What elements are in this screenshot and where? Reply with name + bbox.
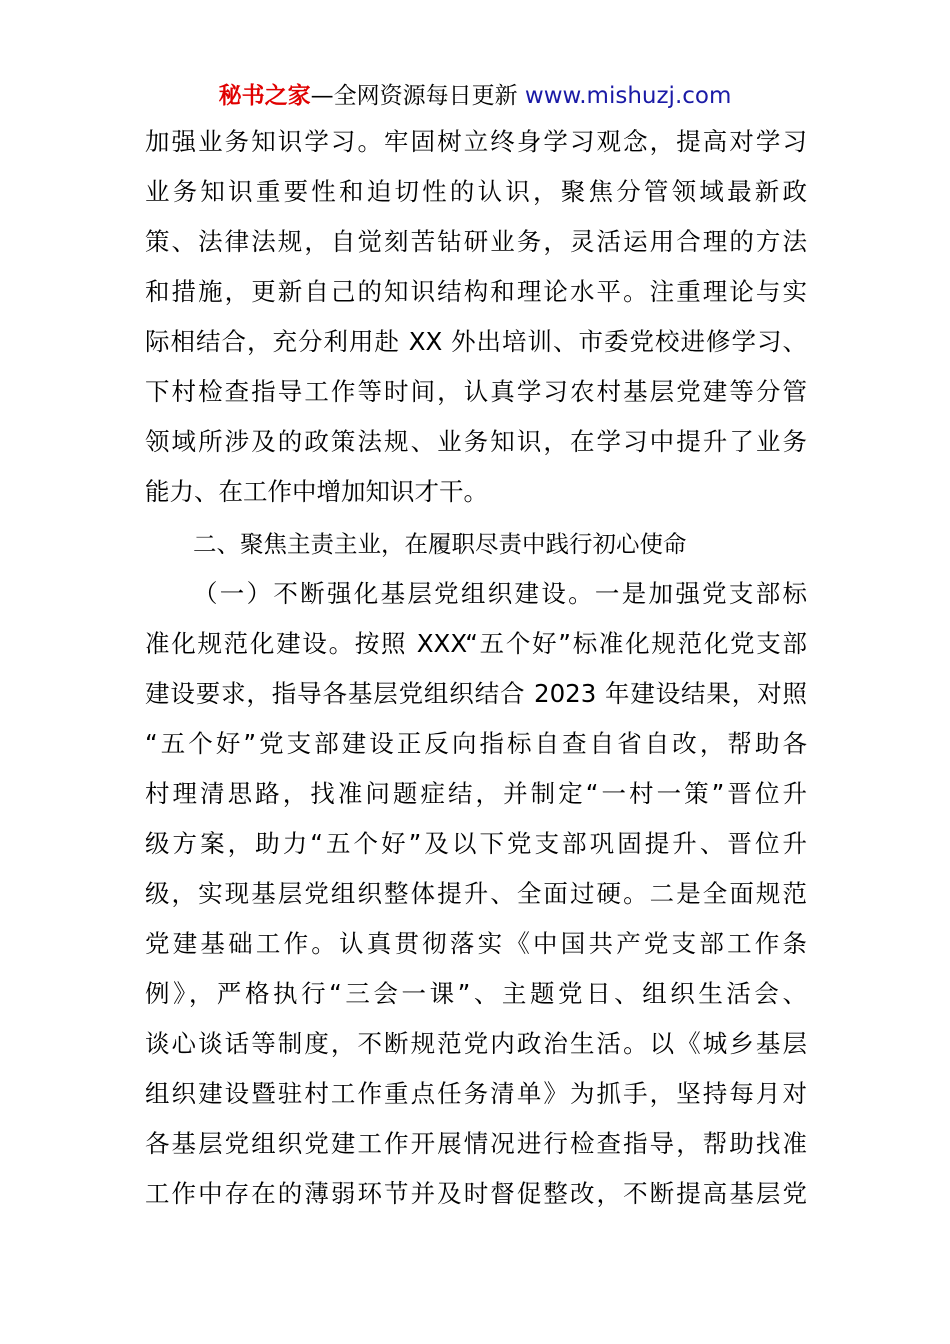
- text-line: “五个好”党支部建设正反向指标自查自省自改，帮助各: [145, 729, 807, 758]
- text-line: 策、法律法规，自觉刻苦钻研业务，灵活运用合理的方法: [145, 227, 807, 256]
- text-line: 级，实现基层党组织整体提升、全面过硬。二是全面规范: [145, 879, 807, 908]
- text-line: 谈心谈话等制度，不断规范党内政治生活。以《城乡基层: [145, 1029, 807, 1058]
- text-line: 业务知识重要性和迫切性的认识，聚焦分管领域最新政: [145, 177, 807, 206]
- text-line: 准化规范化建设。按照 XXX“五个好”标准化规范化党支部: [145, 629, 807, 658]
- text-line: 下村检查指导工作等时间，认真学习农村基层党建等分管: [145, 377, 807, 406]
- text-line: 级方案，助力“五个好”及以下党支部巩固提升、晋位升: [145, 829, 807, 858]
- text-line: 工作中存在的薄弱环节并及时督促整改，不断提高基层党: [145, 1179, 807, 1208]
- text-line: 党建基础工作。认真贯彻落实《中国共产党支部工作条: [145, 929, 807, 958]
- text-line: 例》，严格执行“三会一课”、主题党日、组织生活会、: [145, 979, 807, 1008]
- text-line: 建设要求，指导各基层党组织结合 2023 年建设结果，对照: [145, 679, 807, 708]
- text-line: 际相结合，充分利用赴 XX 外出培训、市委党校进修学习、: [145, 327, 807, 356]
- text-line: 各基层党组织党建工作开展情况进行检查指导，帮助找准: [145, 1129, 807, 1158]
- site-url[interactable]: www.mishuzj.com: [524, 83, 732, 109]
- site-brand: 秘书之家: [218, 83, 311, 109]
- text-line: （一）不断强化基层党组织建设。一是加强党支部标: [193, 579, 807, 608]
- page-header: [0, 80, 950, 112]
- site-tagline: —全网资源每日更新: [310, 83, 518, 109]
- text-line: 能力、在工作中增加知识才干。: [145, 477, 488, 506]
- text-line: 领域所涉及的政策法规、业务知识，在学习中提升了业务: [145, 427, 807, 456]
- text-line: 组织建设暨驻村工作重点任务清单》为抓手，坚持每月对: [145, 1079, 807, 1108]
- text-line: 村理清思路，找准问题症结，并制定“一村一策”晋位升: [145, 779, 807, 808]
- text-line: 加强业务知识学习。牢固树立终身学习观念，提高对学习: [145, 127, 807, 156]
- text-line: 和措施，更新自己的知识结构和理论水平。注重理论与实: [145, 277, 807, 306]
- section-heading: 二、聚焦主责主业，在履职尽责中践行初心使命: [193, 530, 687, 558]
